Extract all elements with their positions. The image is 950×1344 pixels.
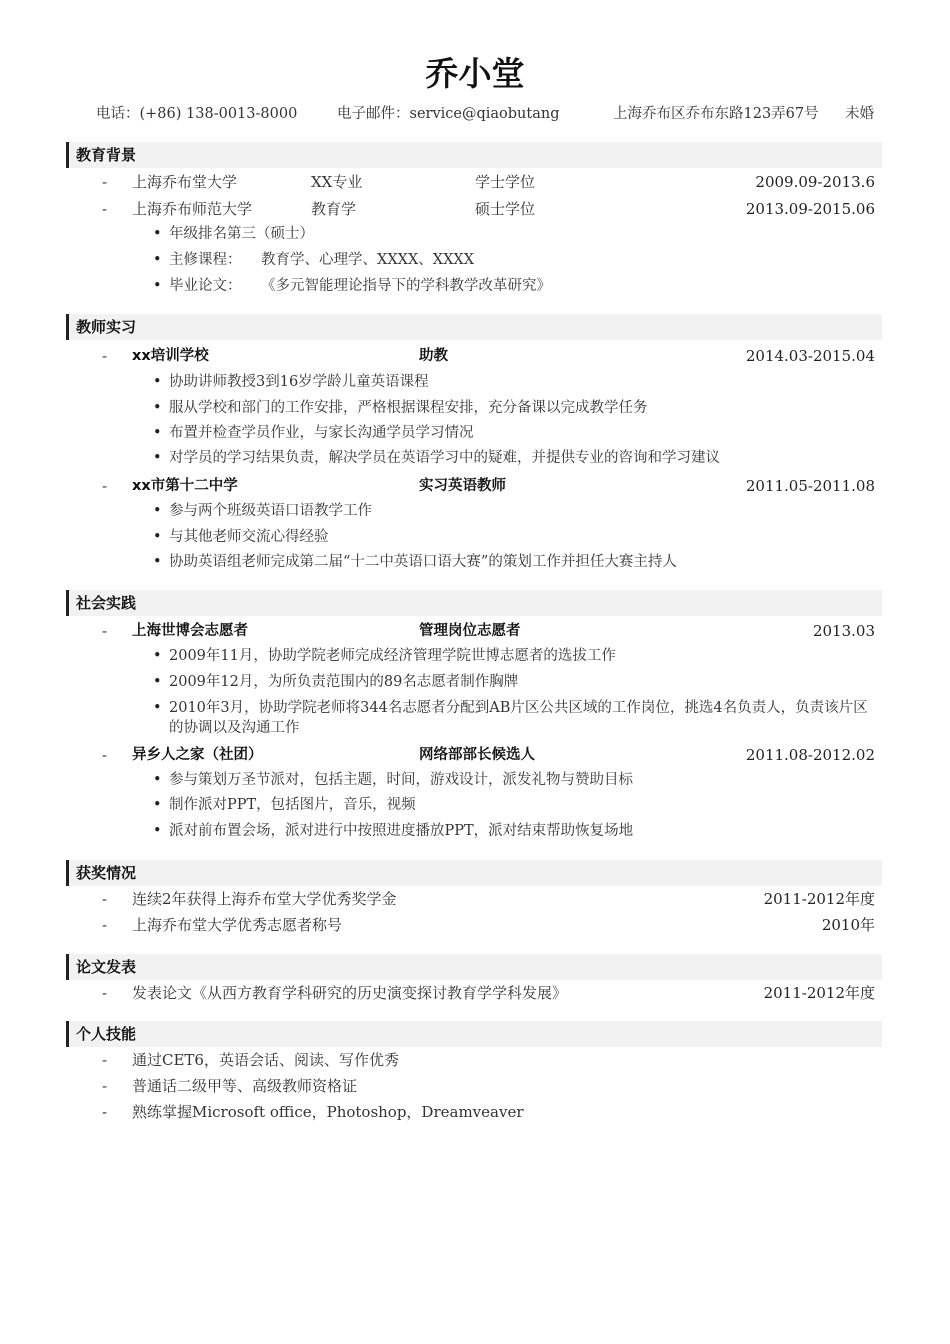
paper-entry <box>0 982 950 1004</box>
list-dash: - <box>102 916 108 934</box>
bullet-icon: • <box>153 529 162 545</box>
job-entry <box>0 345 950 367</box>
skill-text: 普通话二级甲等、高级教师资格证 <box>132 1077 358 1095</box>
section-header-papers <box>66 954 882 980</box>
list-dash: - <box>102 1077 108 1095</box>
bullet-text: 对学员的学习结果负责，解决学员在英语学习中的疑难，并提供专业的咨询和学习建议 <box>169 450 720 466</box>
contact-marital-status: 未婚 <box>845 106 874 122</box>
organization: xx培训学校 <box>132 348 209 364</box>
activity-entry <box>0 620 950 642</box>
bullet-icon: • <box>153 374 162 390</box>
job-role: 实习英语教师 <box>419 478 506 494</box>
skill-entry <box>0 1101 950 1123</box>
bullet-icon: • <box>153 700 162 716</box>
bullet-icon: • <box>153 772 162 788</box>
major: 教育学 <box>311 200 357 218</box>
resume-name: 乔小堂 <box>425 54 525 93</box>
list-dash: - <box>102 1051 108 1069</box>
school-name: 上海乔布堂大学 <box>132 173 238 191</box>
bullet-text: 2009年12月，为所负责范围内的89名志愿者制作胸牌 <box>169 674 519 690</box>
bullet-icon: • <box>153 226 162 242</box>
bullet-text: 协助英语组老师完成第二届“十二中英语口语大赛”的策划工作并担任大赛主持人 <box>169 554 677 570</box>
degree: 学士学位 <box>475 173 536 191</box>
skill-text: 熟练掌握Microsoft office，Photoshop，Dreamveaver <box>132 1103 524 1121</box>
bullet-text: 协助讲师教授3到16岁学龄儿童英语课程 <box>169 374 429 390</box>
school-name: 上海乔布师范大学 <box>132 200 253 218</box>
date-range: 2011.08-2012.02 <box>745 746 875 764</box>
bullet-icon: • <box>153 400 162 416</box>
bullet-icon: • <box>153 797 162 813</box>
bullet-text: 2010年3月，协助学院老师将344名志愿者分配到AB片区公共区域的工作岗位，挑选4名负责人，负责该片区的协调以及沟通工作 <box>169 700 868 736</box>
paper-text: 发表论文《从西方教育学科研究的历史演变探讨教育学学科发展》 <box>132 984 568 1002</box>
organization: xx市第十二中学 <box>132 478 238 494</box>
award-entry <box>0 914 950 936</box>
date-range: 2014.03-2015.04 <box>745 347 875 365</box>
education-entry <box>0 171 950 193</box>
date-range: 2011.05-2011.08 <box>745 477 875 495</box>
contact-phone: 电话：(+86) 138-0013-8000 <box>96 106 298 122</box>
major: XX专业 <box>311 173 363 191</box>
section-header-internship <box>66 314 882 340</box>
list-dash: - <box>102 477 108 495</box>
skill-text: 通过CET6，英语会话、阅读、写作优秀 <box>132 1051 399 1069</box>
organization: 上海世博会志愿者 <box>132 623 248 639</box>
bullet-value: 《多元智能理论指导下的学科教学改革研究》 <box>261 278 551 294</box>
activity-role: 网络部部长候选人 <box>419 747 535 763</box>
list-dash: - <box>102 173 108 191</box>
bullet-icon: • <box>153 425 162 441</box>
award-text: 连续2年获得上海乔布堂大学优秀奖学金 <box>132 890 397 908</box>
list-dash: - <box>102 1103 108 1121</box>
degree: 硕士学位 <box>475 200 536 218</box>
organization: 异乡人之家（社团） <box>132 747 263 763</box>
section-title: 论文发表 <box>76 958 137 976</box>
bullet-text: 制作派对PPT，包括图片，音乐，视频 <box>169 797 416 813</box>
section-header-skills <box>66 1021 882 1047</box>
bullet-icon: • <box>153 503 162 519</box>
date-range: 2009.09-2013.6 <box>755 173 875 191</box>
section-title: 个人技能 <box>76 1025 137 1043</box>
section-header-education <box>66 142 882 168</box>
section-title: 教师实习 <box>76 318 137 336</box>
list-dash: - <box>102 200 108 218</box>
bullet-icon: • <box>153 648 162 664</box>
bullet-value: 教育学、心理学、XXXX、XXXX <box>261 252 475 268</box>
job-entry <box>0 475 950 497</box>
bullet-text: 服从学校和部门的工作安排，严格根据课程安排，充分备课以完成教学任务 <box>169 400 648 416</box>
bullet-text: 派对前布置会场，派对进行中按照进度播放PPT，派对结束帮助恢复场地 <box>169 823 634 839</box>
contact-email: 电子邮件：service@qiaobutang <box>337 106 560 122</box>
award-date: 2010年 <box>821 916 875 934</box>
section-title: 获奖情况 <box>76 864 137 882</box>
job-role: 助教 <box>419 348 448 364</box>
award-text: 上海乔布堂大学优秀志愿者称号 <box>132 916 343 934</box>
bullet-icon: • <box>153 823 162 839</box>
bullet-icon: • <box>153 674 162 690</box>
bullet-text: 布置并检查学员作业，与家长沟通学员学习情况 <box>169 425 474 441</box>
bullet-label: 主修课程： <box>169 252 242 268</box>
list-dash: - <box>102 622 108 640</box>
bullet-text: 参与策划万圣节派对，包括主题，时间，游戏设计，派发礼物与赞助目标 <box>169 772 633 788</box>
date-range: 2013.03 <box>812 622 875 640</box>
bullet-icon: • <box>153 450 162 466</box>
section-header-awards <box>66 860 882 886</box>
bullet-text: 与其他老师交流心得经验 <box>169 529 329 545</box>
education-entry <box>0 198 950 220</box>
bullet-icon: • <box>153 278 162 294</box>
date-range: 2013.09-2015.06 <box>745 200 875 218</box>
bullet-icon: • <box>153 252 162 268</box>
section-title: 教育背景 <box>76 146 137 164</box>
activity-role: 管理岗位志愿者 <box>419 623 521 639</box>
paper-date: 2011-2012年度 <box>763 984 875 1002</box>
list-dash: - <box>102 890 108 908</box>
skill-entry <box>0 1049 950 1071</box>
award-entry <box>0 888 950 910</box>
bullet-label: 毕业论文： <box>169 278 242 294</box>
bullet-text: 参与两个班级英语口语教学工作 <box>169 503 372 519</box>
bullet-text: 2009年11月，协助学院老师完成经济管理学院世博志愿者的选拔工作 <box>169 648 616 664</box>
activity-entry <box>0 744 950 766</box>
section-title: 社会实践 <box>76 594 137 612</box>
contact-address: 上海乔布区乔布东路123弄67号 <box>613 106 819 122</box>
skill-entry <box>0 1075 950 1097</box>
section-header-social-practice <box>66 590 882 616</box>
bullet-icon: • <box>153 554 162 570</box>
bullet-text: 年级排名第三（硕士） <box>169 226 314 242</box>
list-dash: - <box>102 347 108 365</box>
award-date: 2011-2012年度 <box>763 890 875 908</box>
list-dash: - <box>102 984 108 1002</box>
list-dash: - <box>102 746 108 764</box>
